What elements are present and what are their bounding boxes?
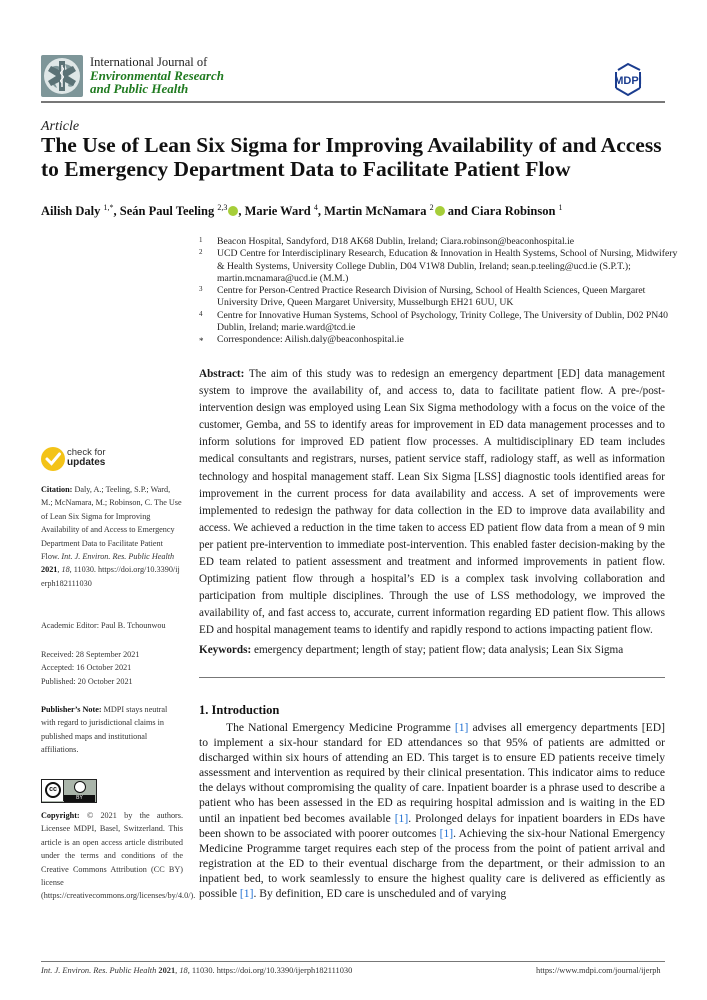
affiliation-number: 3 — [199, 285, 203, 294]
article-title: The Use of Lean Six Sigma for Improving Availability of and Access to Emergency Department Data to Facilitate Patient Flow — [41, 133, 662, 181]
section-heading-introduction: 1. Introduction — [199, 703, 280, 717]
citation-link[interactable]: [1] — [454, 721, 469, 734]
footer-divider — [41, 961, 665, 962]
author-affiliation-marker: 4 — [313, 203, 318, 212]
check-for-updates-line1: check for — [67, 447, 106, 458]
footer-citation: Int. J. Environ. Res. Public Health 2021, 18, 11030. https://doi.org/10.3390/ijerph182111030 — [41, 966, 353, 975]
orcid-icon[interactable] — [228, 206, 238, 216]
footer-volume: 18 — [179, 966, 188, 975]
publication-dates — [41, 648, 183, 688]
citation-journal: Int. J. Environ. Res. Public Health — [61, 552, 175, 562]
mdpi-logo-icon — [608, 62, 648, 98]
citation-link[interactable]: [1] — [394, 811, 409, 825]
cc-by-license-icon[interactable] — [41, 779, 97, 803]
author-separator: and — [444, 204, 472, 218]
abstract-text: The aim of this study was to redesign an emergency department [ED] data management system to improve the availability of, and access to, data to facilitate patient flow. A pre-/post-intervention design was employed using Lean Six Sigma methodology with a focus on the voice of the customer, Gemba, and 5S to identify areas for improvement in ED data management processes and to inform solutions for improved ED patient flow processes. A multidisciplinary ED team includes medical consultants and registrars, nurses, patient service staff, radiology staff, as well as information technology and hospital management staff. Lean Six Sigma [LSS] diagnostic tools identified areas for improvement in the current process for data availability and access. A set of improvements were implemented to redesign the pathway for data collection in the ED to improve data availability and access. We achieved a reduction in the time taken to access ED patient flow data from a mean of 9 min per patient pre-intervention to immediate post-intervention. This enabled faster decision-making by the ED team related to patient assessment and treatment and informed improvements in patient flow. Optimizing patient flow through a hospital’s ED is a complex task involving collaboration and participation from multiple disciplines. Through the use of LSS methodology, we improved the availability of, and fast access to, accurate, current information regarding ED patient flow. This allows ED and hospital management teams to identify and rapidly respond to actions impacting patient flow. — [199, 368, 665, 637]
affiliation-number: 1 — [199, 236, 203, 244]
affiliation-text: Beacon Hospital, Sandyford, D18 AK68 Dublin, Ireland; Ciara.robinson@beaconhospital.ie — [217, 236, 575, 247]
affiliations — [199, 236, 679, 347]
article-type: Article — [41, 119, 80, 134]
footer-doi[interactable]: , 11030. https://doi.org/10.3390/ijerph182111030 — [187, 966, 353, 975]
copyright-block — [41, 809, 196, 903]
affiliation-number: 4 — [199, 309, 203, 318]
keywords-label: Keywords: — [199, 644, 252, 656]
author-separator: , — [113, 204, 120, 218]
citation-doi-link[interactable]: https://doi.org/10.3390/ijerph182111030 — [41, 565, 180, 588]
intro-text: . Prolonged delays for inpatient boarders in EDs have been shown to be associated with poorer outcomes — [199, 811, 665, 840]
footer-journal-url[interactable]: https://www.mdpi.com/journal/ijerph — [536, 966, 661, 975]
checkmark-icon — [41, 447, 65, 471]
affiliation-3 — [199, 285, 679, 310]
citation-article-number: , 11030. — [69, 565, 96, 575]
accepted-date: Accepted: 16 October 2021 — [41, 663, 132, 673]
author-separator: , — [317, 204, 325, 218]
author-name: Ciara Robinson — [471, 204, 559, 218]
header-divider — [41, 101, 665, 103]
author-list — [41, 203, 563, 219]
author-separator: , — [238, 204, 245, 218]
journal-name-line2: Environmental Research — [90, 68, 224, 83]
footer-journal: Int. J. Environ. Res. Public Health — [41, 966, 157, 975]
affiliation-1 — [199, 236, 679, 248]
svg-text:MDPI: MDPI — [614, 75, 642, 87]
author-name: Marie Ward — [244, 204, 314, 218]
affiliation-text: Centre for Innovative Human Systems, School of Psychology, Trinity College, The University of Dublin, D02 PN40 Dublin, Ireland; marie.ward@tcd.ie — [217, 309, 668, 334]
copyright-label: Copyright: — [41, 811, 80, 820]
author-affiliation-marker: 2,3 — [217, 203, 228, 212]
check-for-updates-button[interactable] — [41, 447, 141, 475]
copyright-text: © 2021 by the authors. Licensee MDPI, Basel, Switzerland. This article is an open access article distributed under the terms and conditions of the Creative Commons Attribution (CC BY) license (https://creativecommons.org/licenses/by/4.0/). — [41, 811, 196, 901]
affiliation-text: UCD Centre for Interdisciplinary Research, Education & Innovation in Health Systems, School of Nursing, Midwifery & Health Systems, University College Dublin, D04 V1W8 Dublin, Ireland; sean.p.teeling@ucd.ie (S.P.T.); martin.mcnamara@ucd.ie (M.M.) — [217, 248, 678, 284]
published-date: Published: 20 October 2021 — [41, 676, 133, 686]
affiliation-text: Centre for Person-Centred Practice Research Division of Nursing, School of Health Sciences, Queen Margaret University Drive, Queen Margaret University, Musselburgh EH21 6UU, UK — [217, 285, 646, 309]
journal-logo-icon — [41, 55, 83, 97]
keywords — [199, 644, 665, 656]
correspondence-text: Correspondence: Ailish.daly@beaconhospital.ie — [217, 334, 404, 346]
intro-text: advises all emergency departments [ED] to implement a six-hour standard for ED attendances so that 95% of patients are admitted or discharged within six hours of attending an ED. This target is to ensure ED patients receive timely assessment and intervention as required by their clinical presentation. This indicator aims to reduce the delays without compromising the quality of care. Inpatient boarder is a phrase used to describe a patient who has been assessed in the ED as requiring hospital admission and is waiting in the ED until an inpatient bed becomes available — [199, 721, 665, 825]
author-affiliation-marker: 1 — [558, 203, 563, 212]
affiliation-number: 2 — [199, 248, 203, 257]
publishers-note — [41, 703, 183, 757]
keywords-text: emergency department; length of stay; patient flow; data analysis; Lean Six Sigma — [254, 644, 624, 656]
check-for-updates-line2: updates — [67, 457, 106, 468]
intro-text: . By definition, ED care is unscheduled and of varying — [253, 887, 507, 901]
publishers-note-text: MDPI stays neutral with regard to jurisdictional claims in published maps and institutional affiliations. — [41, 705, 168, 755]
author-affiliation-marker: 1,* — [103, 203, 114, 212]
academic-editor: Academic Editor: Paul B. Tchounwou — [41, 621, 166, 630]
author-name: Martin McNamara — [324, 204, 430, 218]
citation-text: Daly, A.; Teeling, S.P.; Ward, M.; McNamara, M.; Robinson, C. The Use of Lean Six Sigma for Improving Availability of and Access to Emergency Department Data to Facilitate Patient Flow. — [41, 485, 182, 562]
affiliation-number: * — [199, 336, 204, 347]
citation-volume: 18 — [61, 565, 70, 575]
intro-text: . Achieving the six-hour National Emergency Medicine Programme target requires each step of the process from the point of patient arrival and registration at the ED to their eventual discharge from the department, or their admission to an inpatient bed, to work seamlessly to ensure the highest quality care is delivered as efficiently as possible — [199, 826, 665, 901]
abstract — [199, 366, 665, 640]
affiliation-2 — [199, 248, 679, 285]
journal-name — [90, 56, 224, 95]
introduction-paragraph — [199, 720, 665, 901]
citation-link[interactable]: [1] — [439, 826, 454, 840]
intro-text: The National Emergency Medicine Programme — [226, 721, 455, 734]
footer-year: 2021 — [158, 966, 176, 975]
citation-block: Citation: Daly, A.; Teeling, S.P.; Ward, M.; McNamara, M.; Robinson, C. The Use of Lean Six Sigma for Improving Availability of and Access to Emergency Department Data to Facilitate Patient Flow. Int. J. Environ. Res. Public Health 2021, 18, 11030. https://doi.org/10.3390/ijerph182111030 — [41, 485, 182, 588]
abstract-label: Abstract: — [199, 368, 245, 380]
publishers-note-label: Publisher’s Note: — [41, 705, 102, 714]
author-affiliation-marker: 2 — [429, 203, 434, 212]
attribution-person-icon — [74, 781, 86, 793]
journal-name-line3: and Public Health — [90, 81, 189, 96]
by-label: BY — [64, 795, 95, 802]
correspondence — [199, 334, 679, 346]
affiliation-4 — [199, 310, 679, 335]
citation-year: 2021 — [41, 565, 58, 575]
author-name: Ailish Daly — [41, 204, 104, 218]
journal-name-line1: International Journal of — [90, 55, 208, 69]
received-date: Received: 28 September 2021 — [41, 650, 140, 659]
citation-link[interactable]: [1] — [239, 887, 254, 901]
citation-label: Citation: — [41, 485, 73, 494]
abstract-divider — [199, 677, 665, 678]
cc-icon: cc — [45, 782, 61, 798]
author-name: Seán Paul Teeling — [119, 204, 218, 218]
orcid-icon[interactable] — [435, 206, 445, 216]
